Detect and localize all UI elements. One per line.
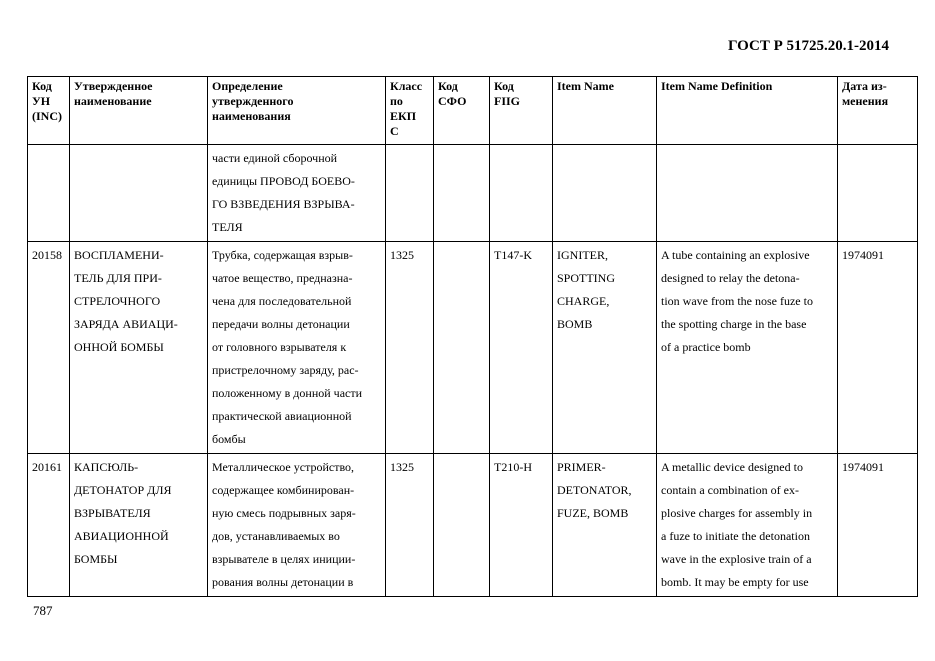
cell-line: передачи волны детонации [212, 317, 350, 331]
cell-sfo [434, 145, 490, 242]
header-name-definition [208, 77, 386, 145]
cell-line: дов, устанавливаемых во [212, 529, 340, 543]
header-change-date [838, 77, 918, 145]
cell-line: A tube containing an explosive [661, 248, 810, 262]
cell-line: BOMB [557, 317, 593, 331]
cell-item-definition [657, 454, 838, 597]
cell-fiig [490, 145, 553, 242]
cell-line: положенному в донной части [212, 386, 363, 400]
cell-item-name [553, 145, 657, 242]
cell-class: 1325 [386, 454, 434, 597]
cell-code: 20161 [28, 454, 70, 597]
cell-line: designed to relay the detona- [661, 271, 800, 285]
cell-sfo [434, 242, 490, 454]
cell-definition [208, 454, 386, 597]
cell-line: пристрелочному заряду, рас- [212, 363, 359, 377]
cell-line: Код [32, 79, 52, 93]
cell-line: ДЕТОНАТОР ДЛЯ [74, 483, 172, 497]
cell-line: утвержденного [212, 94, 294, 108]
cell-line: Трубка, содержащая взрыв- [212, 248, 353, 262]
cell-line: plosive charges for assembly in [661, 506, 813, 520]
cell-item-name [553, 454, 657, 597]
cell-line: CHARGE, [557, 294, 610, 308]
cell-line: ВОСПЛАМЕНИ- [74, 248, 164, 262]
cell-line: a fuze to initiate the detonation [661, 529, 810, 543]
cell-line: ТЕЛЯ [212, 220, 243, 234]
cell-line: IGNITER, [557, 248, 608, 262]
cell-line: единицы ПРОВОД БОЕВО- [212, 174, 355, 188]
cell-line: of a practice bomb [661, 340, 751, 354]
document-standard-header: ГОСТ Р 51725.20.1-2014 [727, 38, 889, 54]
cell-line: ную смесь подрывных заря- [212, 506, 356, 520]
cell-class: 1325 [386, 242, 434, 454]
cell-fiig: T210-H [490, 454, 553, 597]
cell-item-definition [657, 242, 838, 454]
cell-line: по [390, 94, 403, 108]
cell-line: рования волны детонации в [212, 575, 354, 589]
cell-line: SPOTTING [557, 271, 616, 285]
cell-line: взрывателе в целях иниции- [212, 552, 356, 566]
cell-line: БОМБЫ [74, 552, 118, 566]
cell-line: ОННОЙ БОМБЫ [74, 340, 164, 354]
cell-line: АВИАЦИОННОЙ [74, 529, 169, 543]
table-row [28, 145, 918, 242]
cell-line: Определение [212, 79, 283, 93]
cell-line: Дата из- [842, 79, 887, 93]
cell-line: ЗАРЯДА АВИАЦИ- [74, 317, 178, 331]
cell-line: the spotting charge in the base [661, 317, 807, 331]
cell-code [28, 145, 70, 242]
cell-line: Утвержденное [74, 79, 153, 93]
cell-date: 1974091 [838, 454, 918, 597]
cell-line: FUZE, BOMB [557, 506, 629, 520]
cell-line: bomb. It may be empty for use [661, 575, 809, 589]
cell-line: FIIG [494, 94, 521, 108]
header-item-name-definition [657, 77, 838, 145]
cell-line: части единой сборочной [212, 151, 338, 165]
cell-code: 20158 [28, 242, 70, 454]
cell-line: ВЗРЫВАТЕЛЯ [74, 506, 151, 520]
cell-line: бомбы [212, 432, 246, 446]
cell-line: PRIMER- [557, 460, 606, 474]
cell-class [386, 145, 434, 242]
header-fiig [490, 77, 553, 145]
cell-line: менения [842, 94, 889, 108]
table-header-row [28, 77, 918, 145]
cell-line: Item Name [557, 79, 614, 93]
cell-fiig: T147-K [490, 242, 553, 454]
cell-line: Item Name Definition [661, 79, 773, 93]
page-number: 787 [33, 603, 53, 618]
cell-line: чена для последовательной [212, 294, 352, 308]
cell-line: КАПСЮЛЬ- [74, 460, 139, 474]
cell-line: ТЕЛЬ ДЛЯ ПРИ- [74, 271, 162, 285]
cell-name [70, 145, 208, 242]
cell-line: tion wave from the nose fuze to [661, 294, 813, 308]
cell-line: практической авиационной [212, 409, 352, 423]
cell-line: содержащее комбинирован- [212, 483, 355, 497]
cell-line: С [390, 124, 399, 138]
table-row [28, 242, 918, 454]
cell-item-name [553, 242, 657, 454]
header-sfo [434, 77, 490, 145]
cell-sfo [434, 454, 490, 597]
cell-line: ГО ВЗВЕДЕНИЯ ВЗРЫВА- [212, 197, 355, 211]
cell-line: наименования [212, 109, 291, 123]
cell-definition [208, 145, 386, 242]
cell-name [70, 454, 208, 597]
cell-line: DETONATOR, [557, 483, 632, 497]
cell-line: wave in the explosive train of a [661, 552, 812, 566]
cell-definition [208, 242, 386, 454]
cell-line: contain a combination of ex- [661, 483, 799, 497]
cell-line: (INC) [32, 109, 62, 123]
cell-line: чатое вещество, предназна- [212, 271, 353, 285]
header-approved-name [70, 77, 208, 145]
header-inc [28, 77, 70, 145]
cell-line: Металлическое устройство, [212, 460, 355, 474]
cell-item-definition [657, 145, 838, 242]
cell-line: A metallic device designed to [661, 460, 803, 474]
catalog-table [27, 76, 918, 597]
cell-line: Код [494, 79, 514, 93]
cell-line: Класс [390, 79, 423, 93]
header-item-name [553, 77, 657, 145]
table-row [28, 454, 918, 597]
cell-line: УН [32, 94, 51, 108]
cell-date [838, 145, 918, 242]
cell-line: ЕКП [390, 109, 417, 123]
cell-name [70, 242, 208, 454]
cell-date: 1974091 [838, 242, 918, 454]
cell-line: наименование [74, 94, 152, 108]
cell-line: Код [438, 79, 458, 93]
cell-line: СФО [438, 94, 467, 108]
cell-line: СТРЕЛОЧНОГО [74, 294, 161, 308]
cell-line: от головного взрывателя к [212, 340, 347, 354]
header-class [386, 77, 434, 145]
